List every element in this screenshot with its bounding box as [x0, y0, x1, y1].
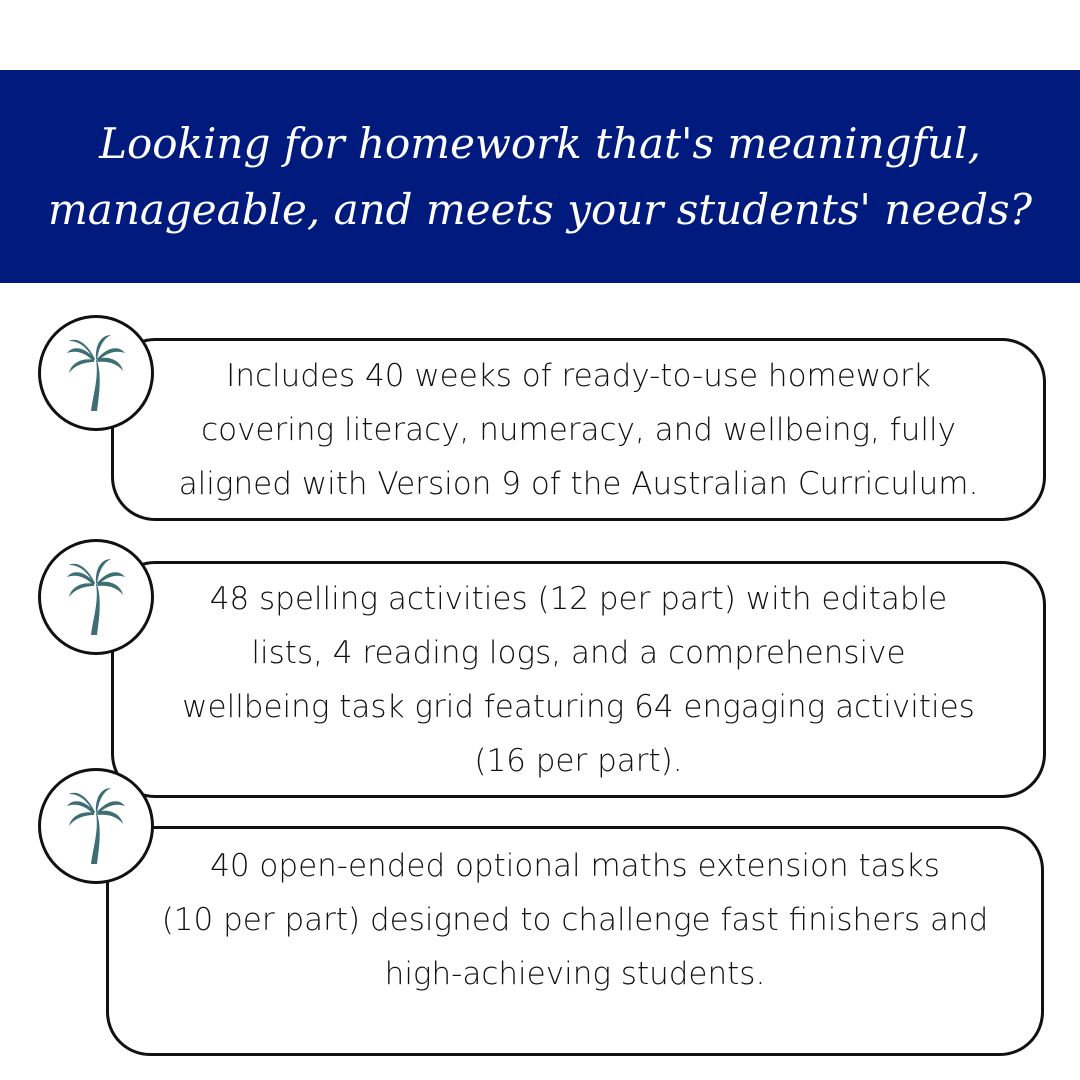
feature-3-badge [38, 768, 154, 884]
feature-1-line-1: Includes 40 weeks of ready-to-use homework [226, 357, 931, 394]
header-title-line-2: manageable, and meets your students' needs? [47, 184, 1033, 234]
feature-2-line-1: 48 spelling activities (12 per part) with editable [209, 580, 948, 617]
feature-2-line-2: lists, 4 reading logs, and a comprehensive [251, 634, 906, 671]
header-banner [0, 70, 1080, 283]
header-title-line-1: Looking for homework that's meaningful, [99, 118, 981, 168]
palm-tree-icon [65, 786, 127, 866]
feature-2-line-3: wellbeing task grid featuring 64 engaging activities [182, 688, 975, 725]
feature-card-1 [111, 338, 1046, 521]
feature-2-badge [38, 539, 154, 655]
palm-tree-icon [65, 333, 127, 413]
feature-1-badge [38, 315, 154, 431]
feature-1-line-3: aligned with Version 9 of the Australian Curriculum. [178, 465, 979, 502]
feature-3-line-3: high-achieving students. [384, 956, 766, 992]
feature-3-line-2: (10 per part) designed to challenge fast finishers and [161, 902, 989, 938]
feature-1-line-2: covering literacy, numeracy, and wellbeing, fully [201, 411, 956, 448]
palm-tree-icon [65, 557, 127, 637]
feature-card-2 [111, 561, 1046, 798]
feature-2-line-4: (16 per part). [474, 742, 683, 779]
feature-card-3 [106, 826, 1044, 1056]
feature-3-line-1: 40 open-ended optional maths extension tasks [210, 848, 940, 884]
